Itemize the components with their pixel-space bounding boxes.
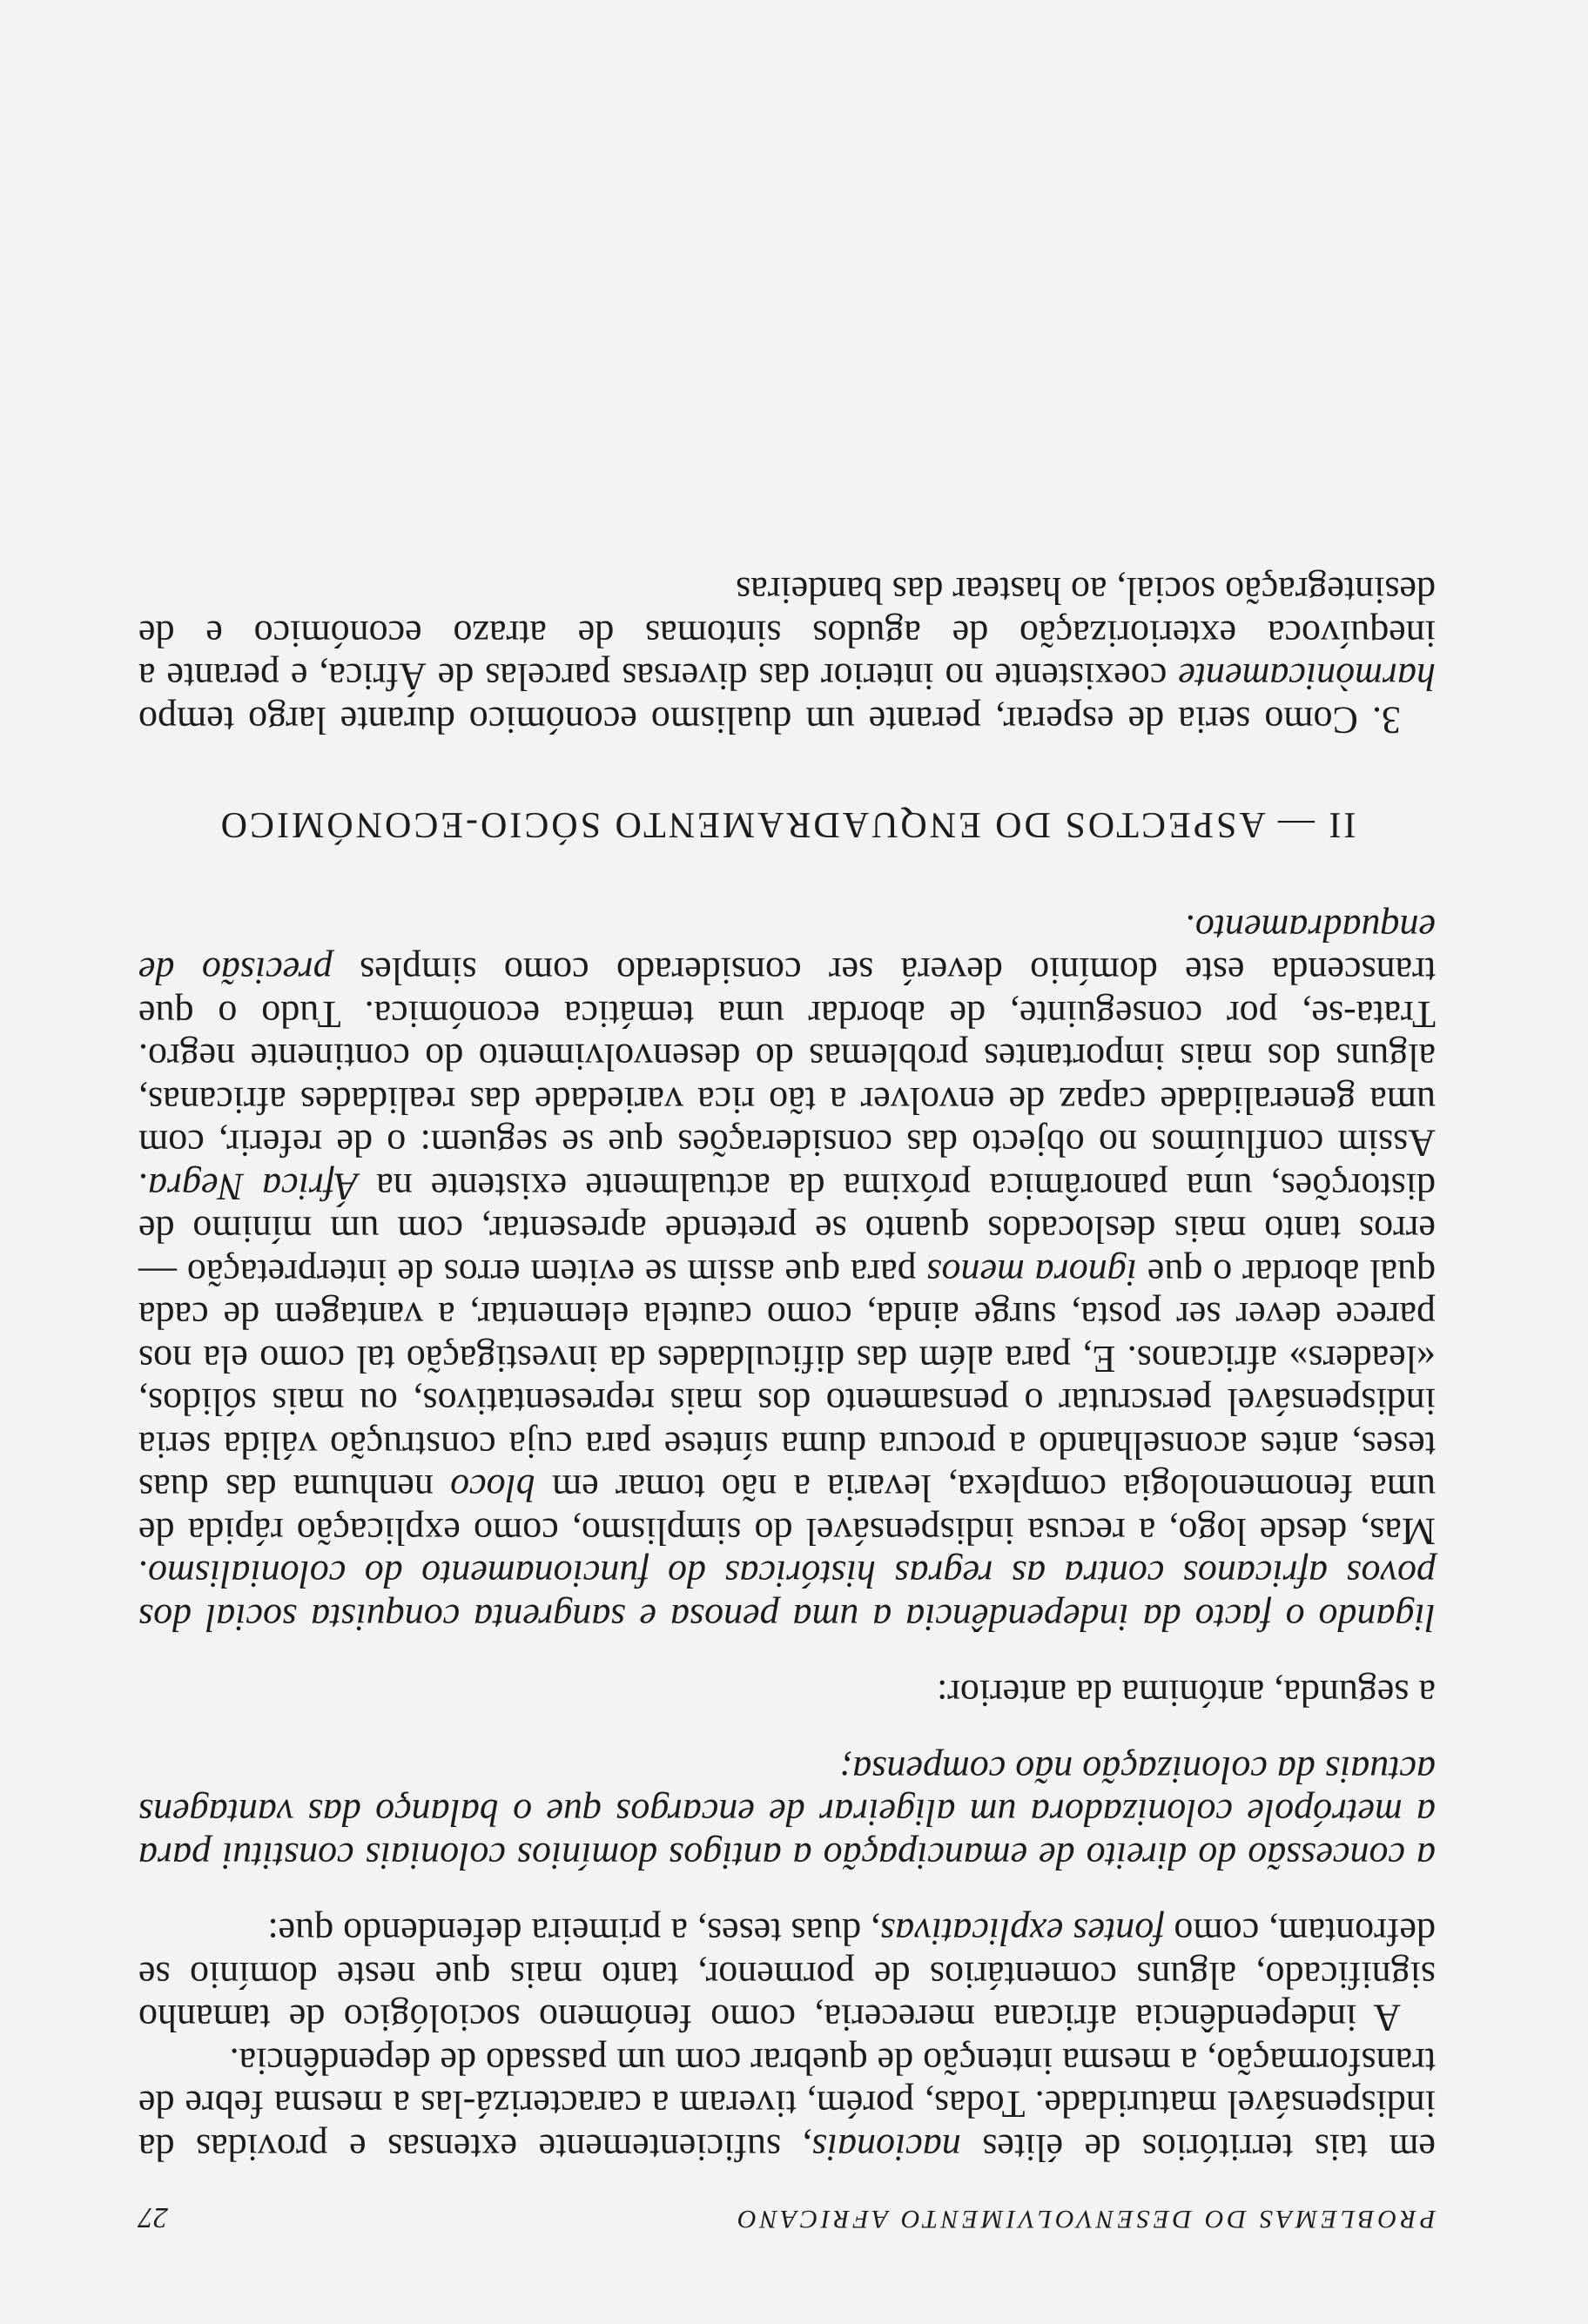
italic-run: harmònicamente (1178, 655, 1436, 699)
thesis-quote-two (138, 907, 1436, 1640)
text-run: nenhuma das duas teses, antes aconselhando a procura duma síntese para cuja construção válida seria indispensável perscrutar o pensamento dos mais representativos, ou mais sólidos, «leaders» africanos. E, para além das dificuldades da investigação tal como ela nos parece dever ser posta, surge ainda, como cautela elementar, a vantagem de cada qual abordar o que (138, 1252, 1436, 1510)
paragraph (138, 569, 1436, 742)
text-run: para que assim se evitem erros de interpretação — erros tanto mais deslocados quanto se pretende apresentar, com um mínimo de distorções, uma panorâmica próxima da actualmente existente na (138, 1165, 1436, 1294)
text-run: 3. Como seria de esperar, perante um dualismo económico durante largo tempo (138, 699, 1401, 742)
text-run: . (1185, 907, 1195, 950)
italic-run: fontes explicativas (880, 1911, 1165, 1954)
section-heading: II — ASPECTOS DO ENQUADRAMENTO SÓCIO-ECONÓMICO (218, 804, 1356, 845)
paragraph (138, 1911, 1436, 2040)
text-run: . Assim confluímos no objecto das considerações que se seguem: o de referir, com uma generalidade capaz de envolver a tão rica variedade das realidades africanas, alguns dos mais importantes problemas do desenvolvimento do continente negro. Trata-se, por conseguinte, de abordar uma temática económica. Tudo o que transcenda este domínio deverá ser considerado como simples (138, 950, 1436, 1208)
italic-run: África Negra (148, 1165, 359, 1208)
paragraph: a segunda, antónima da anterior: (936, 1672, 1436, 1716)
italic-run: precisão de enquadramento (138, 907, 1436, 993)
text-run: coexistente no interior das diversas parcelas de África, e perante a inequívoca exteriorização de agudos sintomas de atrazo económico e de desintegração social, ao hastear das bandeiras (138, 569, 1436, 699)
paragraph (138, 2040, 1436, 2170)
italic-run: bloco (450, 1467, 535, 1510)
page-number: 27 (138, 2201, 168, 2233)
running-title: PROBLEMAS DO DESENVOLVIMENTO AFRICANO (734, 2205, 1436, 2233)
italic-run: ligando o facto da independência a uma penosa e sangrenta conquista social dos povos africanos contra as regras históricas do funcionamento do colonialismo (138, 1553, 1436, 1639)
running-header (138, 2199, 1436, 2233)
text-run: em tais territórios de élites (960, 2126, 1436, 2169)
text-run: , suficientemente extensas e providas da indispensável maturidade. Todas, porém, tiveram a caracterizá-las a mesma febre de transformação, a mesma intenção de quebrar com um passado de dependência. (138, 2040, 1436, 2169)
italic-run: ignora menos (926, 1252, 1138, 1294)
text-run: . Mas, desde logo, a recusa indispensável do simplismo, como explicação rápida de uma fenomenologia complexa, levaria a não tomar em (138, 1467, 1436, 1596)
text-run: , duas teses, a primeira defendendo que: (267, 1911, 881, 1954)
italic-run: nacionais (811, 2126, 961, 2169)
body-text (138, 569, 1436, 2169)
thesis-quote-one: a concessão do direito de emancipação a antigos domínios coloniais constitui para a metrópole colonizadora um aligeirar de encargos que o balanço das vantagens actuais da colonização não compensa; (138, 1749, 1436, 1877)
text-run: A independência africana mereceria, como fenómeno sociológico de tamanho significado, alguns comentários de pormenor, tanto mais que neste domínio se defrontam, como (138, 1911, 1436, 2040)
